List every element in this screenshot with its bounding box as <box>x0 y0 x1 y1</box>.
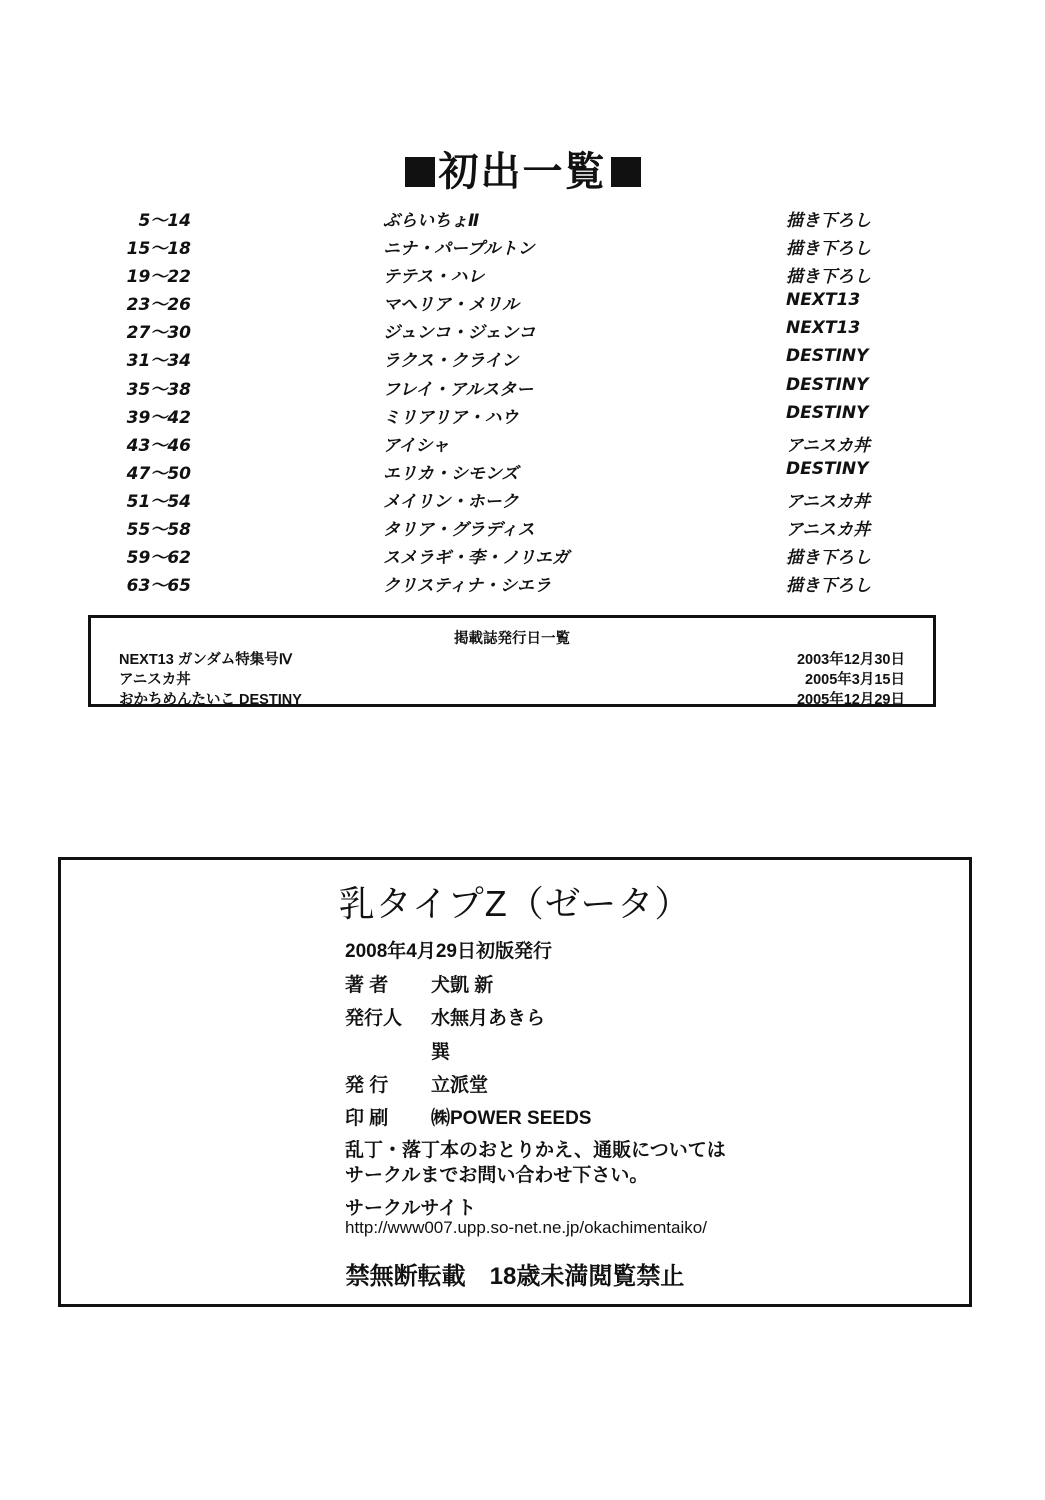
page-range: 15～18 <box>126 239 191 260</box>
list-item <box>0 232 1045 260</box>
page-range: 23～26 <box>126 295 191 316</box>
magazine-row <box>119 668 905 688</box>
page-range: 39～42 <box>126 407 191 428</box>
source-label: 描き下ろし <box>786 576 871 597</box>
character-name: タリア・グラディス <box>383 520 535 541</box>
page-title <box>0 140 1045 197</box>
list-item <box>0 457 1045 485</box>
list-item <box>0 513 1045 541</box>
publisher-person-2: 巽 <box>431 1042 451 1063</box>
list-item <box>0 260 1045 288</box>
first-appearance-list <box>0 204 1045 597</box>
source-label: NEXT13 <box>786 290 861 311</box>
list-item <box>0 316 1045 344</box>
magazine-date: 2003年12月30日 <box>796 652 905 668</box>
list-item <box>0 569 1045 597</box>
black-square-icon <box>405 157 435 187</box>
page-range: 51～54 <box>126 491 191 512</box>
list-item <box>0 204 1045 232</box>
character-name: テテス・ハレ <box>383 267 485 288</box>
colophon-box <box>58 857 972 1307</box>
site-label: サークルサイト <box>345 1198 477 1219</box>
page-range: 19～22 <box>126 267 191 288</box>
magazine-name: アニスカ丼 <box>119 672 191 688</box>
list-item <box>0 288 1045 316</box>
page-range: 63～65 <box>126 576 191 597</box>
list-item <box>0 485 1045 513</box>
page-range: 27～30 <box>126 323 191 344</box>
publisher-label: 発 行 <box>345 1075 389 1096</box>
page-range: 43～46 <box>126 435 191 456</box>
page-range: 55～58 <box>126 520 191 541</box>
magazine-name: おかちめんたいこ DESTINY <box>119 692 302 708</box>
character-name: ぶらいちょⅡ <box>383 211 480 231</box>
list-item <box>0 401 1045 429</box>
page-range: 5～14 <box>138 211 191 231</box>
book-title: 乳タイプZ（ゼータ） <box>338 883 692 924</box>
character-name: ニナ・パープルトン <box>383 239 535 260</box>
page-range: 31～34 <box>126 351 191 372</box>
list-item <box>0 373 1045 401</box>
magazine-date: 2005年12月29日 <box>796 692 905 708</box>
edition-date: 2008年4月29日初版発行 <box>345 941 552 962</box>
black-square-icon <box>611 157 641 187</box>
character-name: マヘリア・メリル <box>383 295 519 316</box>
publisher-name: 立派堂 <box>431 1075 489 1096</box>
source-label: アニスカ丼 <box>786 491 871 512</box>
site-url[interactable]: http://www007.upp.so-net.ne.jp/okachimentaiko/ <box>345 1218 707 1237</box>
author-label: 著 者 <box>345 975 389 996</box>
character-name: スメラギ・李・ノリエガ <box>383 548 569 569</box>
notice-line-1: 乱丁・落丁本のおとりかえ、通販については <box>345 1140 726 1161</box>
copyright-notice: 禁無断転載 18歳未満閲覧禁止 <box>345 1263 685 1290</box>
source-label: DESTINY <box>786 402 869 423</box>
character-name: クリスティナ・シエラ <box>383 576 551 597</box>
character-name: エリカ・シモンズ <box>383 463 519 484</box>
list-item <box>0 344 1045 372</box>
publisher-person-label: 発行人 <box>345 1008 403 1029</box>
source-label: 描き下ろし <box>786 239 871 260</box>
source-label: NEXT13 <box>786 318 861 339</box>
source-label: 描き下ろし <box>786 267 871 288</box>
notice-line-2: サークルまでお問い合わせ下さい。 <box>345 1165 649 1186</box>
printer-label: 印 刷 <box>345 1108 389 1129</box>
character-name: ミリアリア・ハウ <box>383 407 519 428</box>
source-label: DESTINY <box>786 458 869 479</box>
magazine-row <box>119 688 905 708</box>
magazine-dates-box <box>88 615 936 707</box>
page-title-text: 初出一覧 <box>438 149 607 195</box>
page-range: 47～50 <box>126 463 191 484</box>
character-name: ラクス・クライン <box>383 351 519 372</box>
magazine-row <box>119 648 905 668</box>
list-item <box>0 541 1045 569</box>
page-range: 59～62 <box>126 548 191 569</box>
publisher-person-1: 水無月あきら <box>431 1008 546 1029</box>
source-label: アニスカ丼 <box>786 520 871 541</box>
source-label: DESTINY <box>786 346 869 367</box>
character-name: ジュンコ・ジェンコ <box>383 323 536 344</box>
magazine-date: 2005年3月15日 <box>805 672 905 688</box>
author-name: 犬凱 新 <box>431 975 494 996</box>
magazine-name: NEXT13 ガンダム特集号Ⅳ <box>119 652 293 668</box>
list-item <box>0 429 1045 457</box>
source-label: DESTINY <box>786 374 869 395</box>
magazine-dates-title: 掲載誌発行日一覧 <box>454 631 570 647</box>
printer-name: ㈱POWER SEEDS <box>431 1108 592 1129</box>
source-label: アニスカ丼 <box>786 435 871 456</box>
page-range: 35～38 <box>126 379 191 400</box>
source-label: 描き下ろし <box>786 211 871 231</box>
character-name: メイリン・ホーク <box>383 491 519 512</box>
character-name: アイシャ <box>383 435 450 456</box>
source-label: 描き下ろし <box>786 548 871 569</box>
character-name: フレイ・アルスター <box>383 379 534 400</box>
